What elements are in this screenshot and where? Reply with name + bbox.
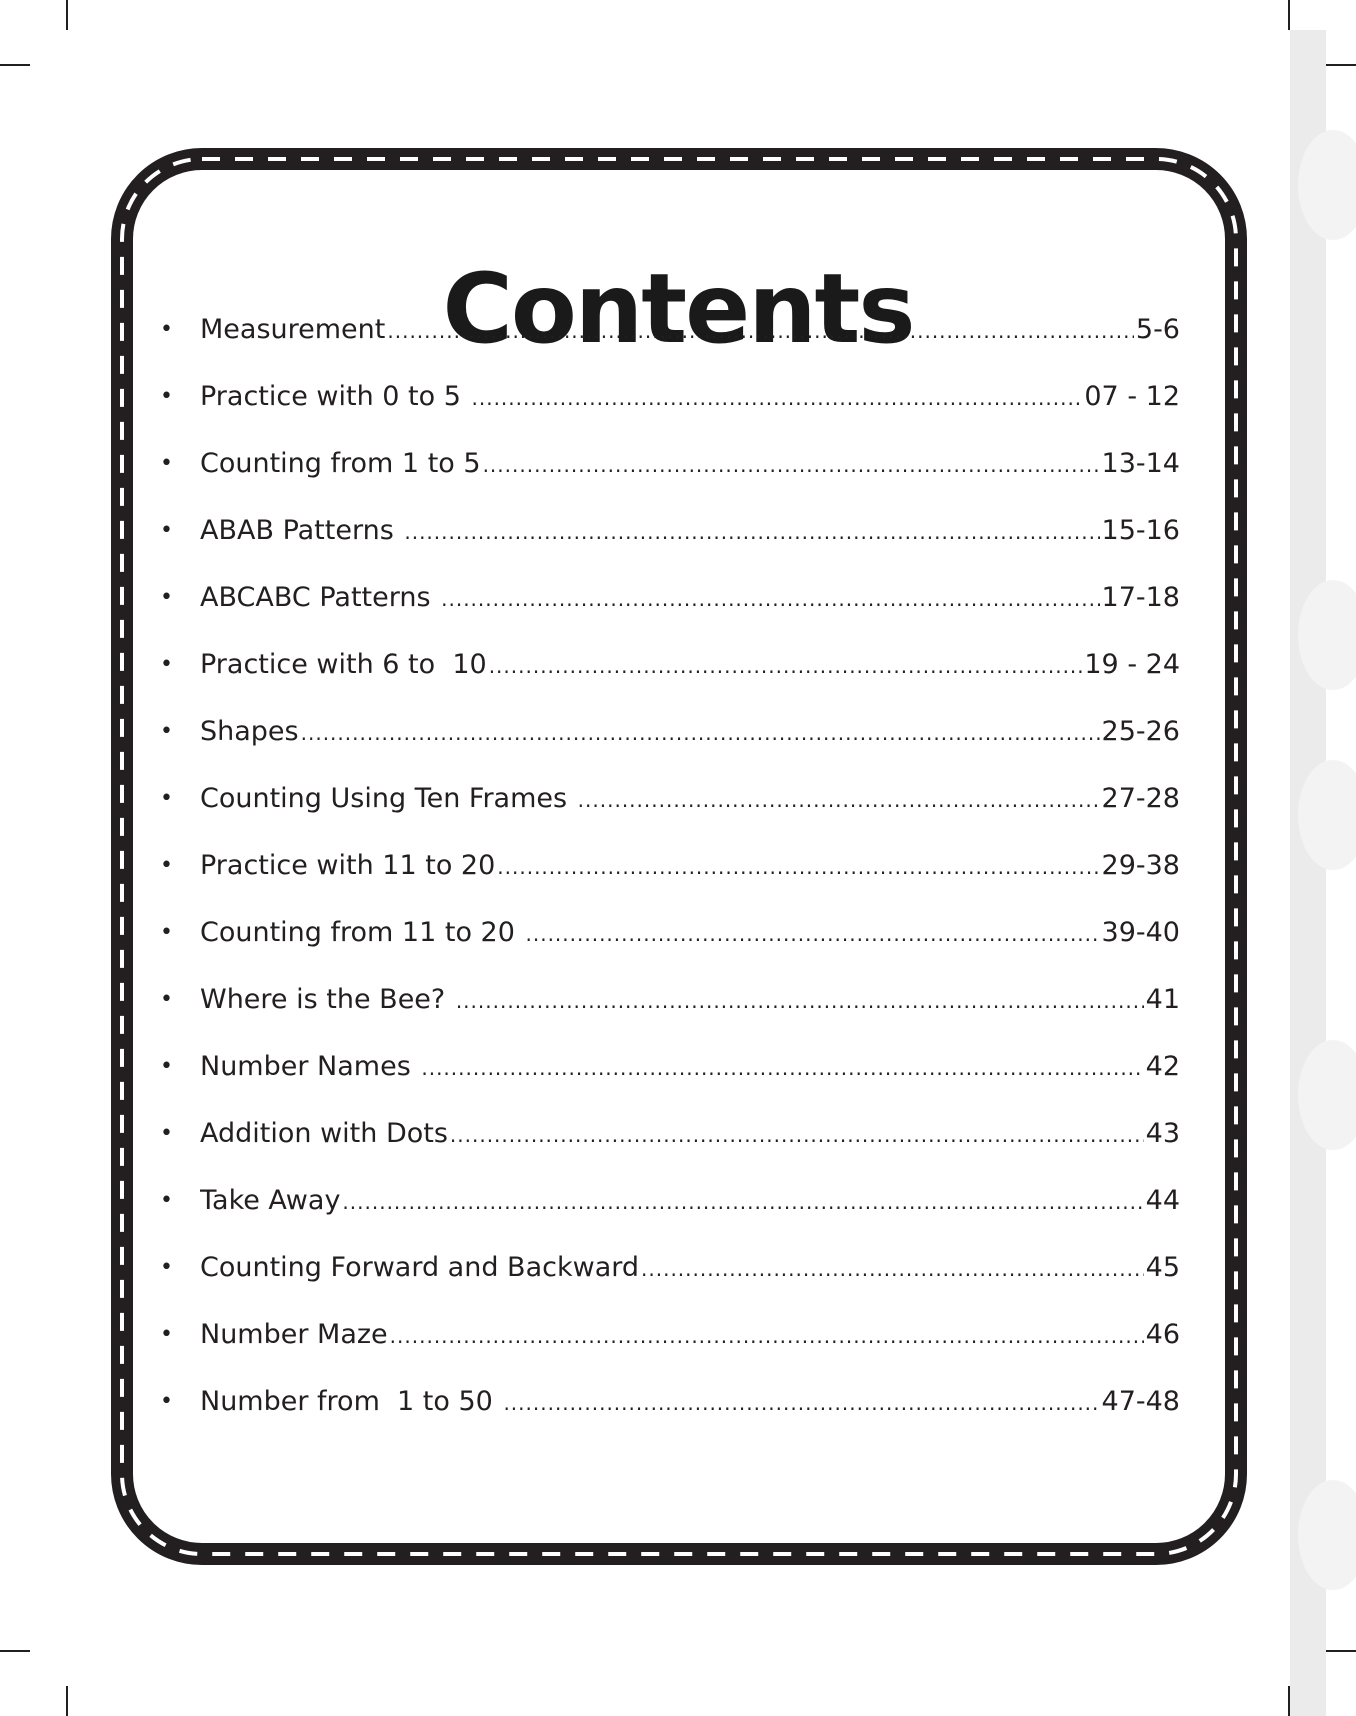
toc-entry-label: Addition with Dots — [200, 1118, 448, 1149]
toc-entry — [158, 1117, 1180, 1184]
toc-entry-label: Counting Using Ten Frames — [200, 783, 576, 814]
toc-entry-label: Practice with 11 to 20 — [200, 850, 496, 881]
toc-entry-row — [200, 1251, 1180, 1286]
toc-entry-page: 41 — [1145, 984, 1180, 1015]
bullet-icon: • — [160, 585, 173, 610]
dot-leader — [497, 850, 1099, 884]
toc-entry-page: 17-18 — [1101, 582, 1180, 613]
toc-entry-row — [200, 1318, 1180, 1353]
dot-leader — [456, 984, 1144, 1018]
bullet-icon: • — [160, 987, 173, 1012]
dot-leader — [301, 716, 1100, 750]
toc-entry — [158, 916, 1180, 983]
toc-entry-row — [200, 849, 1180, 884]
bullet-icon: • — [160, 1255, 173, 1280]
bullet-icon: • — [160, 1054, 173, 1079]
toc-entry-label: ABCABC Patterns — [200, 582, 440, 613]
toc-entry-page: 5-6 — [1135, 314, 1180, 345]
toc-entry-row — [200, 1184, 1180, 1219]
toc-entry-label: Number Names — [200, 1051, 420, 1082]
toc-entry-row — [200, 1117, 1180, 1152]
toc-entry-row — [200, 983, 1180, 1018]
page-title: Contents — [442, 253, 914, 366]
toc-entry-page: 29-38 — [1101, 850, 1180, 881]
toc-entry-row — [200, 916, 1180, 951]
toc-entry-page: 07 - 12 — [1084, 381, 1180, 412]
dot-leader — [483, 448, 1100, 482]
bullet-icon: • — [160, 1389, 173, 1414]
toc-entry — [158, 1184, 1180, 1251]
toc-entry-label: Measurement — [200, 314, 386, 345]
toc-entry — [158, 1318, 1180, 1385]
bullet-icon: • — [160, 518, 173, 543]
toc-entry — [158, 1251, 1180, 1318]
toc-entry — [158, 1050, 1180, 1117]
toc-entry — [158, 514, 1180, 581]
toc-entry — [158, 849, 1180, 916]
toc-entry-label: ABAB Patterns — [200, 515, 403, 546]
toc-entry-row — [200, 715, 1180, 750]
toc-entry-label: Number from 1 to 50 — [200, 1386, 502, 1417]
bullet-icon: • — [160, 786, 173, 811]
dot-leader — [526, 917, 1100, 951]
toc-entry-row — [200, 380, 1180, 415]
toc-entry-page: 19 - 24 — [1084, 649, 1180, 680]
bullet-icon: • — [160, 1188, 173, 1213]
toc-entry-row — [200, 648, 1180, 683]
toc-entry-page: 15-16 — [1101, 515, 1180, 546]
toc-entry-label: Take Away — [200, 1185, 341, 1216]
toc-entry-row — [200, 1385, 1180, 1420]
toc-entry-row — [200, 581, 1180, 616]
toc-entry-row — [200, 514, 1180, 549]
toc-entry — [158, 782, 1180, 849]
dot-leader — [489, 649, 1083, 683]
dot-leader — [503, 1386, 1099, 1420]
toc-entry-page: 43 — [1145, 1118, 1180, 1149]
toc-entry-label: Counting from 1 to 5 — [200, 448, 481, 479]
dot-leader — [450, 1118, 1144, 1152]
toc-entry-label: Where is the Bee? — [200, 984, 454, 1015]
dot-leader — [472, 381, 1083, 415]
contents-list — [158, 313, 1180, 1452]
dot-leader — [342, 1185, 1143, 1219]
dot-leader — [421, 1051, 1143, 1085]
toc-entry — [158, 648, 1180, 715]
bullet-icon: • — [160, 853, 173, 878]
dot-leader — [404, 515, 1099, 549]
toc-entry — [158, 715, 1180, 782]
toc-entry-page: 27-28 — [1101, 783, 1180, 814]
toc-entry-page: 25-26 — [1101, 716, 1180, 747]
toc-entry-row — [200, 447, 1180, 482]
toc-entry-label: Shapes — [200, 716, 299, 747]
dot-leader — [441, 582, 1099, 616]
toc-entry-label: Counting Forward and Backward — [200, 1252, 640, 1283]
toc-entry-page: 45 — [1145, 1252, 1180, 1283]
toc-entry — [158, 983, 1180, 1050]
bullet-icon: • — [160, 317, 173, 342]
bullet-icon: • — [160, 719, 173, 744]
toc-entry-label: Practice with 0 to 5 — [200, 381, 470, 412]
toc-entry-label: Number Maze — [200, 1319, 388, 1350]
bullet-icon: • — [160, 1322, 173, 1347]
bullet-icon: • — [160, 652, 173, 677]
toc-entry-page: 46 — [1145, 1319, 1180, 1350]
toc-entry-page: 44 — [1145, 1185, 1180, 1216]
toc-entry — [158, 313, 1180, 380]
bullet-icon: • — [160, 451, 173, 476]
toc-entry-page: 39-40 — [1101, 917, 1180, 948]
dot-leader — [641, 1252, 1144, 1286]
bullet-icon: • — [160, 384, 173, 409]
toc-entry-row — [200, 1050, 1180, 1085]
toc-entry — [158, 380, 1180, 447]
toc-entry-page: 13-14 — [1101, 448, 1180, 479]
toc-entry-page: 42 — [1145, 1051, 1180, 1082]
dot-leader — [387, 314, 1134, 348]
bullet-icon: • — [160, 1121, 173, 1146]
toc-entry — [158, 447, 1180, 514]
toc-entry-row — [200, 313, 1180, 348]
toc-entry — [158, 581, 1180, 648]
toc-entry-label: Practice with 6 to 10 — [200, 649, 487, 680]
dot-leader — [578, 783, 1100, 817]
toc-entry — [158, 1385, 1180, 1452]
toc-entry-page: 47-48 — [1101, 1386, 1180, 1417]
bullet-icon: • — [160, 920, 173, 945]
dot-leader — [390, 1319, 1144, 1353]
toc-entry-row — [200, 782, 1180, 817]
toc-entry-label: Counting from 11 to 20 — [200, 917, 524, 948]
